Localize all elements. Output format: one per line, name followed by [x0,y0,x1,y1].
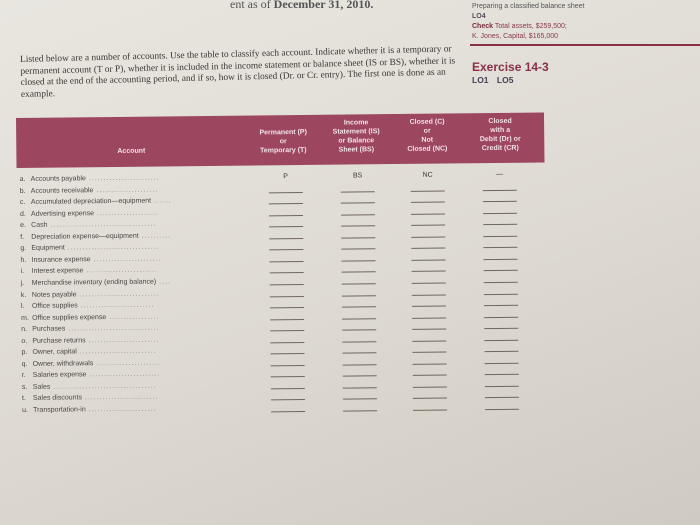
answer-blank-closed[interactable] [411,190,445,191]
answer-blank-is-bs[interactable] [341,214,375,215]
account-cell [22,392,159,404]
account-name: Accounts payable [30,175,86,183]
answer-blank-perm[interactable] [270,342,304,343]
answer-blank-perm[interactable] [270,330,304,331]
account-name: Office supplies expense [32,313,107,322]
answer-blank-is-bs[interactable] [342,283,376,284]
account-cell [22,369,160,381]
check-line1: Total assets, $259,500; [494,23,567,30]
sidenote-title: Preparing a classified balance sheet [472,3,585,10]
leader-dots: ............................... [65,324,160,333]
leader-dots: ........................ [83,266,158,275]
table-header [16,112,544,168]
account-cell [22,380,157,392]
answer-blank-closed[interactable] [413,410,447,411]
row-letter: m. [21,314,29,322]
row-letter: h. [20,256,27,264]
account-cell [21,265,157,277]
row-letter: o. [21,337,28,345]
answer-perm: P [283,173,288,181]
answer-blank-dc[interactable] [484,305,518,306]
leader-dots: ......................... [77,301,155,310]
account-name: Accumulated depreciation—equipment [30,197,152,206]
answer-blank-perm[interactable] [270,307,304,308]
answer-blank-closed[interactable] [411,213,445,214]
answer-blank-closed[interactable] [412,294,446,295]
check-label: Check [472,23,494,30]
row-letter: n. [21,326,28,334]
leader-dots: ..................... [93,186,159,194]
answer-blank-perm[interactable] [271,388,305,389]
account-name: Owner, capital [32,348,77,357]
header-income-line2: Statement (IS) [332,128,380,136]
leader-dots: ....................... [85,405,157,414]
leader-dots: ...... [151,197,172,205]
answer-blank-is-bs[interactable] [343,376,377,377]
answer-blank-is-bs[interactable] [342,306,376,307]
leader-dots: ........................ [85,174,160,183]
answer-blank-perm[interactable] [269,226,303,227]
answer-blank-dc[interactable] [484,293,518,294]
answer-blank-perm[interactable] [271,365,305,366]
answer-blank-closed[interactable] [411,225,445,226]
account-name: Merchandise inventory (ending balance) [31,278,157,287]
answer-blank-closed[interactable] [412,282,446,283]
answer-blank-closed[interactable] [412,271,446,272]
answer-blank-perm[interactable] [269,238,303,239]
header-closed-line3: Not [421,136,434,144]
row-letter: c. [19,199,26,207]
account-name: Advertising expense [30,209,95,218]
answer-blank-dc[interactable] [485,363,519,364]
answer-blank-is-bs[interactable] [342,329,376,330]
answer-blank-perm[interactable] [269,215,303,216]
header-dc-line4: Credit (CR) [481,144,519,153]
account-name: Transportation-in [33,406,86,414]
account-cell [20,230,171,243]
account-cell [21,300,154,312]
account-name: Insurance expense [31,256,91,264]
answer-dc: — [496,170,504,178]
sidenote-lo: LO4 [472,13,486,20]
account-name: Salaries expense [32,371,87,380]
account-cell [21,346,156,358]
answer-blank-closed[interactable] [412,259,446,260]
answer-blank-perm[interactable] [270,319,304,320]
exercise-title: Exercise 14-3 [472,60,549,74]
leader-dots: .......................... [76,347,157,356]
answer-blank-dc[interactable] [483,236,517,237]
answer-blank-perm[interactable] [270,295,304,296]
header-closed [394,117,460,154]
answer-blank-closed[interactable] [412,306,446,307]
answer-blank-is-bs[interactable] [343,399,377,400]
account-cell [22,404,156,416]
answer-closed: NC [422,171,433,179]
answer-blank-perm[interactable] [269,192,303,193]
leader-dots: ...................... [93,359,162,368]
header-income-line3: or Balance [338,137,375,145]
row-letter: j. [20,279,25,287]
answer-blank-is-bs[interactable] [341,249,375,250]
header-permanent [248,128,318,156]
header-permanent-line3: Temporary (T) [260,146,307,155]
row-letter: e. [20,222,27,230]
answer-blank-dc[interactable] [483,224,517,225]
row-letter: l. [20,302,25,311]
leader-dots: ........................ [86,370,161,379]
account-cell [20,184,159,196]
header-closed-line4: Closed (NC) [407,145,448,153]
leader-dots: .... [156,278,172,286]
header-account: Account [117,147,146,155]
row-letter: s. [21,383,28,391]
answer-blank-closed[interactable] [413,386,447,387]
row-letter: t. [21,395,26,403]
account-name: Purchases [32,325,66,333]
answer-blank-closed[interactable] [411,202,445,203]
account-cell [20,207,159,219]
check-line2: K. Jones, Capital, $165,000 [472,33,559,40]
answer-blank-closed[interactable] [411,236,445,237]
row-letter: d. [19,210,26,218]
leader-dots: ........................ [85,336,160,344]
answer-blank-perm[interactable] [271,411,305,412]
account-cell [21,323,159,335]
account-cell [21,276,171,289]
row-letter: i. [20,268,25,276]
answer-blank-is-bs[interactable] [342,272,376,273]
account-name: Sales [32,383,51,391]
answer-blank-dc[interactable] [484,339,518,340]
classification-table [16,112,548,468]
leader-dots: ....................... [90,255,162,264]
answer-blank-dc[interactable] [483,247,517,248]
row-letter: a. [19,175,26,183]
leader-dots: ..................... [94,209,159,217]
top-text-prefix: ent as of [230,0,274,11]
header-permanent-line2: or [279,138,287,146]
answer-blank-dc[interactable] [485,397,519,398]
account-cell [21,311,159,323]
header-dc-line2: with a [490,126,511,135]
answer-blank-is-bs[interactable] [341,225,375,226]
answer-blank-dc[interactable] [484,351,518,352]
account-name: Cash [31,221,48,230]
answer-blank-closed[interactable] [412,329,446,330]
answer-blank-dc[interactable] [484,259,518,260]
header-closed-line2: or [423,127,431,135]
exercise-objectives: LO1 LO5 [472,75,514,85]
header-dc-line3: Debit (Dr) or [479,135,521,144]
leader-dots: ................. [106,313,160,321]
section-rule [470,44,700,46]
account-name: Notes payable [31,290,77,299]
answer-blank-perm[interactable] [269,203,303,204]
answer-blank-closed[interactable] [412,340,446,341]
header-income-line1: Income [343,119,369,127]
answer-blank-dc[interactable] [484,270,518,271]
account-cell [20,253,161,265]
header-permanent-line1: Permanent (P) [259,128,307,137]
answer-blank-dc[interactable] [485,386,519,387]
row-letter: p. [21,349,28,357]
header-income [318,118,394,155]
answer-blank-perm[interactable] [270,353,304,354]
answer-blank-closed[interactable] [412,352,446,353]
leader-dots: .................................... [47,220,157,229]
answer-blank-is-bs[interactable] [343,387,377,388]
account-cell [20,195,172,208]
leader-dots: ................................... [50,382,157,391]
answer-blank-closed[interactable] [413,398,447,399]
sidenote [472,2,584,42]
answer-blank-closed[interactable] [413,363,447,364]
account-name: Accounts receivable [30,186,94,195]
answer-blank-perm[interactable] [270,261,304,262]
account-name: Equipment [31,244,65,253]
account-name: Office supplies [31,302,78,310]
top-text [230,0,373,12]
answer-blank-closed[interactable] [412,317,446,318]
answer-blank-closed[interactable] [413,375,447,376]
answer-blank-is-bs[interactable] [342,295,376,296]
account-cell [20,219,156,231]
answer-blank-is-bs[interactable] [343,364,377,365]
leader-dots: ........................... [76,290,160,298]
row-letter: k. [20,291,27,299]
answer-blank-is-bs[interactable] [342,260,376,261]
answer-blank-is-bs[interactable] [341,191,375,192]
answer-is-bs: BS [352,172,363,180]
account-cell [20,242,159,254]
answer-blank-perm[interactable] [270,284,304,285]
answer-blank-dc[interactable] [484,328,518,329]
answer-blank-is-bs[interactable] [342,352,376,353]
row-letter: q. [21,360,28,368]
answer-blank-dc[interactable] [485,374,519,375]
leader-dots: ......................... [81,393,159,402]
answer-blank-dc[interactable] [483,201,517,202]
account-cell [21,288,159,300]
answer-blank-perm[interactable] [271,399,305,400]
account-cell [20,173,160,185]
answer-blank-closed[interactable] [411,248,445,249]
answer-blank-perm[interactable] [270,272,304,273]
leader-dots: ............................... [64,243,160,252]
header-closed-line1: Closed (C) [409,118,445,126]
header-debit-credit [464,117,536,154]
answer-blank-is-bs[interactable] [342,318,376,319]
answer-blank-is-bs[interactable] [341,237,375,238]
leader-dots: .......... [138,232,172,240]
answer-blank-perm[interactable] [271,376,305,377]
row-letter: u. [22,406,28,414]
top-text-date: December 31, 2010. [273,0,374,11]
answer-blank-is-bs[interactable] [343,410,377,411]
account-name: Depreciation expense—equipment [31,232,139,241]
account-name: Purchase returns [32,336,86,345]
row-letter: r. [21,372,26,380]
row-letter: g. [20,245,27,253]
answer-blank-dc[interactable] [485,409,519,410]
intro-paragraph: Listed below are a number of accounts. Use the table to classify each account. Indicate whether it is a temporary or permanent account (T or P), whether it is included in the income statement or balance sheet (IS or BS), whether it is closed at the end of the accounting period, and if so, how it is closed (Dr. or Cr. entry). The first one is done as an example. [20,44,456,100]
account-cell [21,334,159,346]
answer-blank-perm[interactable] [269,249,303,250]
row-letter: f. [20,233,25,241]
account-name: Sales discounts [32,394,83,403]
account-name: Owner, withdrawals [32,360,94,368]
answer-blank-dc[interactable] [483,212,517,213]
answer-blank-is-bs[interactable] [341,202,375,203]
account-cell [22,357,162,369]
answer-blank-is-bs[interactable] [342,341,376,342]
answer-blank-dc[interactable] [484,282,518,283]
account-name: Interest expense [31,267,84,276]
answer-blank-dc[interactable] [484,316,518,317]
header-dc-line1: Closed [488,117,512,126]
row-letter: b. [19,187,26,195]
header-income-line4: Sheet (BS) [338,146,375,154]
answer-blank-dc[interactable] [483,189,517,190]
